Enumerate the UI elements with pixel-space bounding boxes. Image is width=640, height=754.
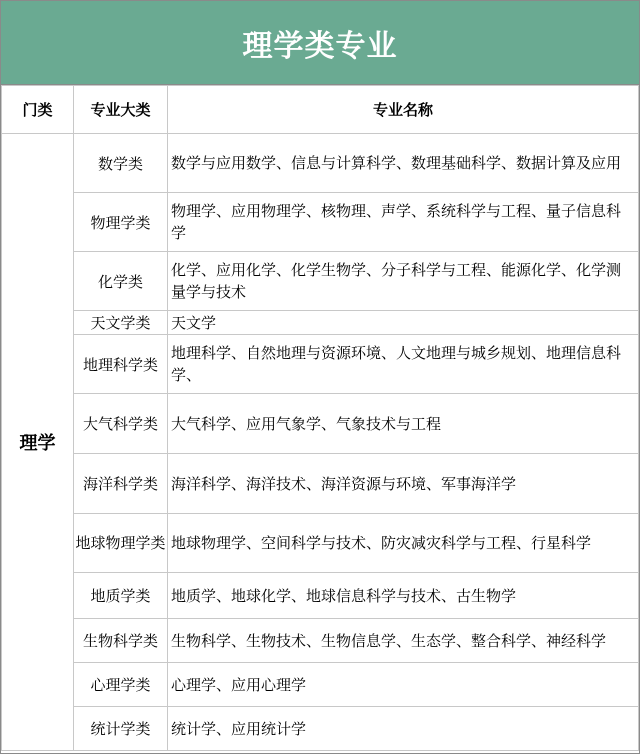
door-cell: 理学 xyxy=(2,134,74,751)
table-row xyxy=(2,454,639,514)
names-cell: 化学、应用化学、化学生物学、分子科学与工程、能源化学、化学测量学与技术 xyxy=(168,252,639,311)
names-cell: 海洋科学、海洋技术、海洋资源与环境、军事海洋学 xyxy=(168,454,639,514)
table-title: 理学类专业 xyxy=(1,1,639,85)
table-row xyxy=(2,573,639,619)
header-door: 门类 xyxy=(2,86,74,134)
table-row xyxy=(2,335,639,394)
header-row xyxy=(2,86,639,134)
category-cell: 物理学类 xyxy=(74,193,168,252)
table-row xyxy=(2,311,639,335)
major-table xyxy=(1,85,639,751)
names-cell: 物理学、应用物理学、核物理、声学、系统科学与工程、量子信息科学 xyxy=(168,193,639,252)
category-cell: 海洋科学类 xyxy=(74,454,168,514)
category-cell: 地理科学类 xyxy=(74,335,168,394)
names-cell: 数学与应用数学、信息与计算科学、数理基础科学、数据计算及应用 xyxy=(168,134,639,193)
table-row xyxy=(2,193,639,252)
category-cell: 天文学类 xyxy=(74,311,168,335)
names-cell: 地球物理学、空间科学与技术、防灾减灾科学与工程、行星科学 xyxy=(168,514,639,573)
names-cell: 天文学 xyxy=(168,311,639,335)
names-cell: 地质学、地球化学、地球信息科学与技术、古生物学 xyxy=(168,573,639,619)
table-row xyxy=(2,394,639,454)
names-cell: 心理学、应用心理学 xyxy=(168,663,639,707)
table-row xyxy=(2,663,639,707)
category-cell: 地球物理学类 xyxy=(74,514,168,573)
category-cell: 化学类 xyxy=(74,252,168,311)
table-row xyxy=(2,707,639,751)
names-cell: 大气科学、应用气象学、气象技术与工程 xyxy=(168,394,639,454)
table-row xyxy=(2,619,639,663)
names-cell: 地理科学、自然地理与资源环境、人文地理与城乡规划、地理信息科学、 xyxy=(168,335,639,394)
category-cell: 生物科学类 xyxy=(74,619,168,663)
category-cell: 统计学类 xyxy=(74,707,168,751)
category-cell: 数学类 xyxy=(74,134,168,193)
category-cell: 地质学类 xyxy=(74,573,168,619)
header-name: 专业名称 xyxy=(168,86,639,134)
names-cell: 统计学、应用统计学 xyxy=(168,707,639,751)
header-category: 专业大类 xyxy=(74,86,168,134)
table-row xyxy=(2,252,639,311)
table-row xyxy=(2,134,639,193)
category-cell: 心理学类 xyxy=(74,663,168,707)
category-cell: 大气科学类 xyxy=(74,394,168,454)
table-row xyxy=(2,514,639,573)
names-cell: 生物科学、生物技术、生物信息学、生态学、整合科学、神经科学 xyxy=(168,619,639,663)
